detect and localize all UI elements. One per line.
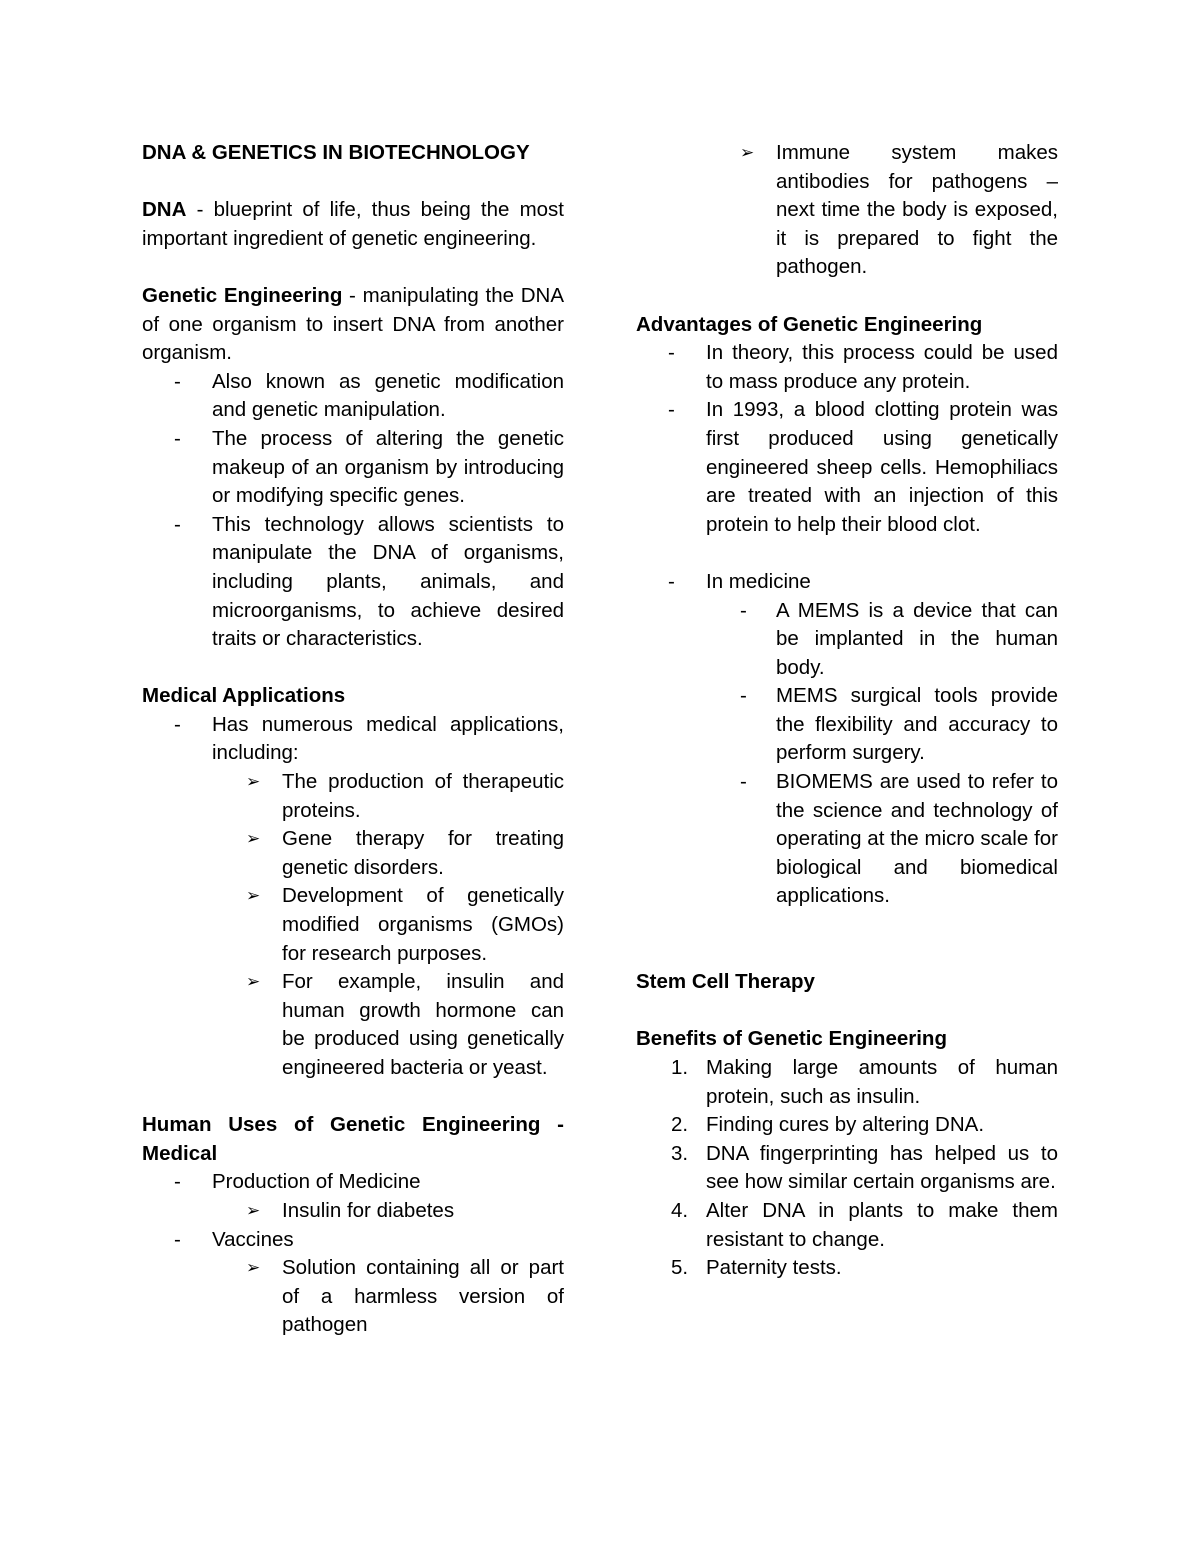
list-item xyxy=(142,711,564,768)
numbered-item xyxy=(636,1054,1058,1111)
list-item-text: For example, insulin and human growth hormone can be produced using genetically engineered bacteria or yeast. xyxy=(282,970,564,1079)
dash-marker: - xyxy=(174,426,181,450)
item-number: 4. xyxy=(671,1198,689,1222)
list-item xyxy=(636,339,1058,396)
list-item-text: Insulin for diabetes xyxy=(282,1198,455,1222)
dash-marker: - xyxy=(668,398,675,422)
list-item xyxy=(142,1226,564,1255)
numbered-item-text: Finding cures by altering DNA. xyxy=(706,1113,985,1137)
list-item-text: Also known as genetic modification and genetic manipulation. xyxy=(212,369,564,422)
list-item-text: A MEMS is a device that can be implanted in the human body. xyxy=(776,598,1058,679)
dash-marker: - xyxy=(668,569,675,593)
list-item-text: BIOMEMS are used to refer to the science and technology of operating at the micro scale for biological and biomedical applications. xyxy=(776,770,1058,908)
arrow-bullet-icon: ➢ xyxy=(246,772,261,793)
list-item-text: Production of Medicine xyxy=(212,1170,421,1194)
dash-marker: - xyxy=(174,369,181,393)
arrow-bullet-icon: ➢ xyxy=(246,1200,261,1221)
list-item-text: Has numerous medical applications, including: xyxy=(212,712,564,765)
list-item-text: Vaccines xyxy=(212,1227,294,1251)
dash-marker: - xyxy=(174,1227,181,1251)
list-item-text: Immune system makes antibodies for pathogens – next time the body is exposed, it is prepared to fight the pathogen. xyxy=(776,141,1058,279)
section-heading-human-uses: Human Uses of Genetic Engineering - xyxy=(142,1113,564,1137)
section-heading-advantages: Advantages of Genetic Engineering xyxy=(636,312,983,336)
dash-marker: - xyxy=(174,712,181,736)
section-heading-benefits: Benefits of Genetic Engineering xyxy=(636,1027,947,1051)
dna-definition xyxy=(142,196,564,253)
list-item xyxy=(142,1197,564,1226)
section-heading-human-uses-line2: Medical xyxy=(142,1141,218,1165)
genetic-engineering-definition-text: - manipulating the DNA of one organism to insert DNA from another organism. xyxy=(142,283,564,365)
list-item xyxy=(142,1168,564,1197)
list-item xyxy=(636,682,1058,768)
arrow-bullet-icon: ➢ xyxy=(246,886,261,907)
list-item-text: Gene therapy for treating genetic disorders. xyxy=(282,827,564,879)
dna-definition-text: - blueprint of life, thus being the most important ingredient of genetic engineering. xyxy=(142,198,564,250)
genetic-engineering-term: Genetic Engineering xyxy=(142,283,343,307)
list-item xyxy=(142,511,564,654)
numbered-item xyxy=(636,1140,1058,1197)
right-column xyxy=(636,139,1058,1283)
list-item xyxy=(142,1254,564,1340)
numbered-item-text: Making large amounts of human protein, such as insulin. xyxy=(706,1056,1058,1108)
list-item-text: In theory, this process could be used to mass produce any protein. xyxy=(706,341,1058,393)
arrow-bullet-icon: ➢ xyxy=(246,829,261,850)
list-item xyxy=(636,597,1058,683)
item-number: 5. xyxy=(671,1256,689,1280)
dna-term: DNA xyxy=(142,198,187,222)
list-item xyxy=(142,825,564,882)
dash-marker: - xyxy=(740,770,747,794)
numbered-item-text: Alter DNA in plants to make them resistant to change. xyxy=(706,1198,1058,1251)
dash-marker: - xyxy=(740,684,747,708)
arrow-bullet-icon: ➢ xyxy=(740,143,755,163)
numbered-item-text: Paternity tests. xyxy=(706,1256,842,1280)
item-number: 1. xyxy=(671,1056,689,1079)
dash-marker: - xyxy=(174,512,181,536)
list-item-text: The process of altering the genetic makeup of an organism by introducing or modifying specific genes. xyxy=(212,426,564,508)
list-item xyxy=(142,768,564,825)
list-item xyxy=(142,968,564,1082)
list-item xyxy=(142,368,564,425)
list-item xyxy=(142,882,564,968)
list-item xyxy=(636,568,1058,597)
dash-marker: - xyxy=(668,341,675,365)
numbered-item xyxy=(636,1111,1058,1140)
list-item-text: Solution containing all or part of a harmless version of pathogen xyxy=(282,1256,564,1337)
numbered-item xyxy=(636,1254,1058,1283)
document-title: DNA & GENETICS IN BIOTECHNOLOGY xyxy=(142,141,530,164)
list-item-text: In 1993, a blood clotting protein was first produced using genetically engineered sheep cells. Hemophiliacs are treated with an injection of this protein to help their blood clot. xyxy=(706,398,1058,536)
arrow-bullet-icon: ➢ xyxy=(246,1258,261,1279)
left-column xyxy=(142,139,564,1340)
dash-marker: - xyxy=(740,598,747,622)
list-item xyxy=(636,139,1058,282)
list-item xyxy=(142,425,564,511)
list-item-text: This technology allows scientists to manipulate the DNA of organisms, including plants, animals, and microorganisms, to achieve desired traits or characteristics. xyxy=(212,512,564,651)
item-number: 2. xyxy=(671,1113,689,1137)
dash-marker: - xyxy=(174,1170,181,1194)
list-item-text: Development of genetically modified organisms (GMOs) for research purposes. xyxy=(282,884,564,965)
list-item-text: The production of therapeutic proteins. xyxy=(282,770,564,822)
genetic-engineering-definition xyxy=(142,282,564,368)
numbered-item-text: DNA fingerprinting has helped us to see how similar certain organisms are. xyxy=(706,1141,1058,1194)
section-heading-stem-cell-therapy: Stem Cell Therapy xyxy=(636,970,815,994)
item-number: 3. xyxy=(671,1141,689,1165)
list-item xyxy=(636,396,1058,539)
arrow-bullet-icon: ➢ xyxy=(246,972,261,993)
list-item xyxy=(636,768,1058,911)
list-item-text: In medicine xyxy=(706,569,811,593)
numbered-item xyxy=(636,1197,1058,1254)
section-heading-medical-applications: Medical Applications xyxy=(142,684,346,708)
list-item-text: MEMS surgical tools provide the flexibility and accuracy to perform surgery. xyxy=(776,684,1058,765)
